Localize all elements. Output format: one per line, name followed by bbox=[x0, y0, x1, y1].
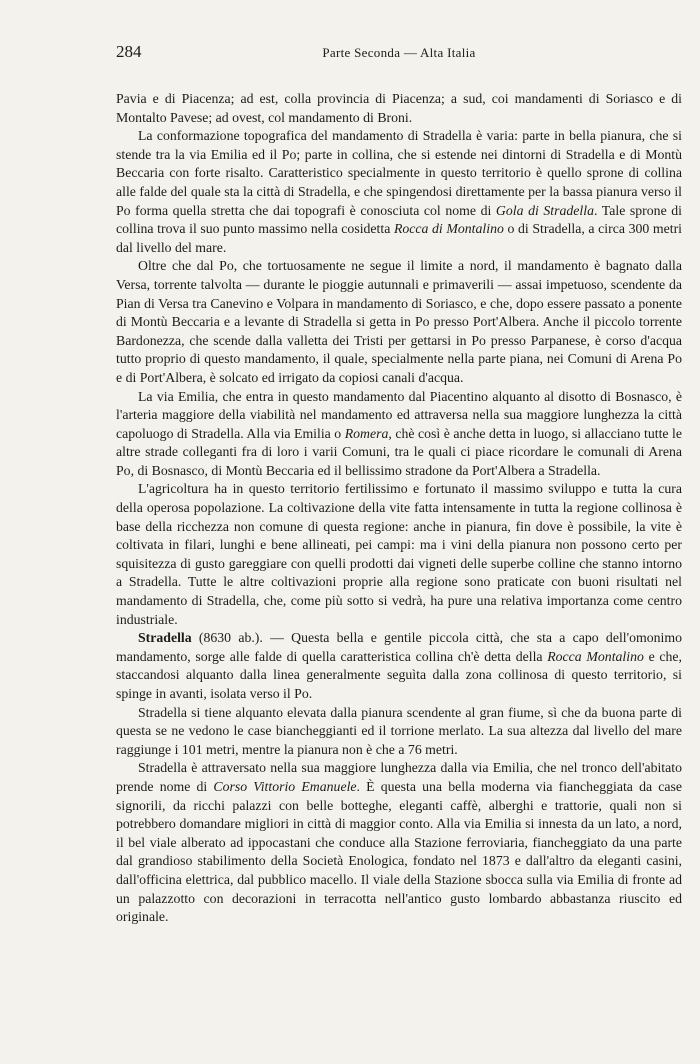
paragraph bbox=[116, 759, 682, 926]
text-run: (8630 ab.). — Questa bella e gentile piccola città, che sta a capo dell'omonimo mandamento, sorge alle falde di quella caratteristica collina ch'è detta della bbox=[116, 630, 682, 664]
paragraph bbox=[116, 704, 682, 760]
paragraph bbox=[116, 629, 682, 703]
italic-term: Rocca Montalino bbox=[547, 648, 644, 664]
text-run: Pavia e di Piacenza; ad est, colla provincia di Piacenza; a sud, coi mandamenti di Soriasco e di Montalto Pavese; ad ovest, col mandamento di Broni. bbox=[116, 91, 682, 125]
text-run: . Tale sprone di collina trova il suo punto massimo nella cosidetta bbox=[116, 202, 683, 237]
text-run: o di Stradella, a circa 300 metri dal livello del mare. bbox=[116, 221, 683, 255]
paragraph bbox=[116, 388, 682, 481]
italic-term: Romera bbox=[344, 425, 389, 441]
text-run: , chè così è anche detta in luogo, si allacciano tutte le altre strade colleganti fra di loro i varii Comuni, tra le quali ci piace ricordare le comunali di Arena Po, di Bosnasco, di Montù Beccaria ed il bellissimo stradone da Port'Albera a Stradella. bbox=[116, 425, 682, 478]
text-run: L'agricoltura ha in questo territorio fertilissimo e fortunato il massimo sviluppo e tutta la cura della operosa popolazione. La coltivazione della vite fatta intensamente in tutta la regione collinosa è base della ricchezza non comune di questa regione: anche in pianura, fin dove è possibile, la vite è coltivata in filari, lunghi e bene allineati, pei campi: ma i vini della pianura non possono certo per squisitezza di gusto gareggiare con quelli prodotti dai vigneti delle superbe colline che stanno intorno a Stradella. Tutte le altre coltivazioni proprie alla regione sono praticate con buoni risultati nel mandamento di Stradella, che, come più sotto si vedrà, ha pure una relativa importanza come centro industriale. bbox=[116, 481, 682, 627]
italic-term: Gola di Stradella bbox=[495, 202, 594, 218]
body-text bbox=[116, 90, 682, 927]
text-run: Stradella è attraversato nella sua maggiore lunghezza dalla via Emilia, che nel tronco dell'abitato prende nome di bbox=[116, 760, 682, 794]
paragraph bbox=[116, 480, 682, 629]
text-run: Stradella si tiene alquanto elevata dalla pianura scendente al gran fiume, sì che da buona parte di questa se ne vedono le case biancheggianti ed il torrione merlato. La sua altezza dal livello del mare raggiunge i 101 metri, mentre la pianura non è che a 76 metri. bbox=[116, 704, 682, 757]
paragraph bbox=[116, 90, 682, 127]
text-run: Oltre che dal Po, che tortuosamente ne segue il limite a nord, il mandamento è bagnato dalla Versa, torrente talvolta — durante le pioggie autunnali e primaverili — assai impetuoso, scendente da Pian di Versa tra Canevino e Volpara in mandamento di Soriasco, e che, dopo essere passato a ponente di Montù Beccaria e a levante di Stradella si getta in Po presso Port'Albera. Anche il piccolo torrente Bardonezza, che scende dalla valletta dei Tristi per gettarsi in Po presso Parpanese, è corso d'acqua tutto proprio di questo mandamento, il quale, specialmente nella parte piana, nei Comuni di Arena Po e di Port'Albera, è solcato ed irrigato da copiosi canali d'acqua. bbox=[116, 258, 682, 385]
bold-heading: Stradella bbox=[138, 630, 192, 646]
text-run: La conformazione topografica del mandamento di Stradella è varia: parte in bella pianura, che si stende tra la via Emilia ed il Po; parte in collina, che si estende nei dintorni di Stradella e di Montù Beccaria con forte risalto. Caratteristico specialmente in questo territorio è quello sprone di collina alle falde del quale sta la città di Stradella, e che spingendosi direttamente per la bassa pianura verso il Po forma quella stretta che dai topografi è conosciuta col nome di bbox=[116, 128, 682, 218]
text-run: . È questa una bella moderna via fiancheggiata da case signorili, da ricchi palazzi con belle botteghe, eleganti caffè, alberghi e trattorie, quali non si potrebbero domandare migliori in città di maggior conto. Alla via Emilia si innesta da un lato, a nord, il bel viale alberato ad ippocastani che conduce alla Stazione ferroviaria, fiancheggiato da una parte dal grandioso stabilimento della Società Enologica, fondato nel 1873 e dall'altro da eleganti casini, dall'officina elettrica, dal pubblico macello. Il viale della Stazione sbocca sulla via Emilia di fronte ad un palazzotto con decorazioni in terracotta nell'antico gusto lombardo abbastanza riuscito ed originale. bbox=[116, 778, 682, 925]
italic-term: Rocca di Montalino bbox=[393, 221, 504, 237]
text-run: e che, staccandosi alquanto dalla linea generalmente seguìta dalla zona collinosa di questo territorio, si spinge in avanti, isolata verso il Po. bbox=[116, 648, 683, 701]
paragraph bbox=[116, 257, 682, 387]
running-title: Parte Seconda — Alta Italia bbox=[322, 45, 476, 60]
italic-term: Corso Vittorio Emanuele bbox=[213, 778, 357, 794]
page-number: 284 bbox=[116, 42, 142, 61]
paragraph bbox=[116, 127, 682, 257]
text-run: La via Emilia, che entra in questo mandamento dal Piacentino alquanto al disotto di Bosnasco, è l'arteria maggiore della viabilità nel mandamento ed attraversa nella sua maggiore lunghezza la città capoluogo di Stradella. Alla via Emilia o bbox=[116, 388, 682, 441]
page-header bbox=[116, 42, 682, 70]
